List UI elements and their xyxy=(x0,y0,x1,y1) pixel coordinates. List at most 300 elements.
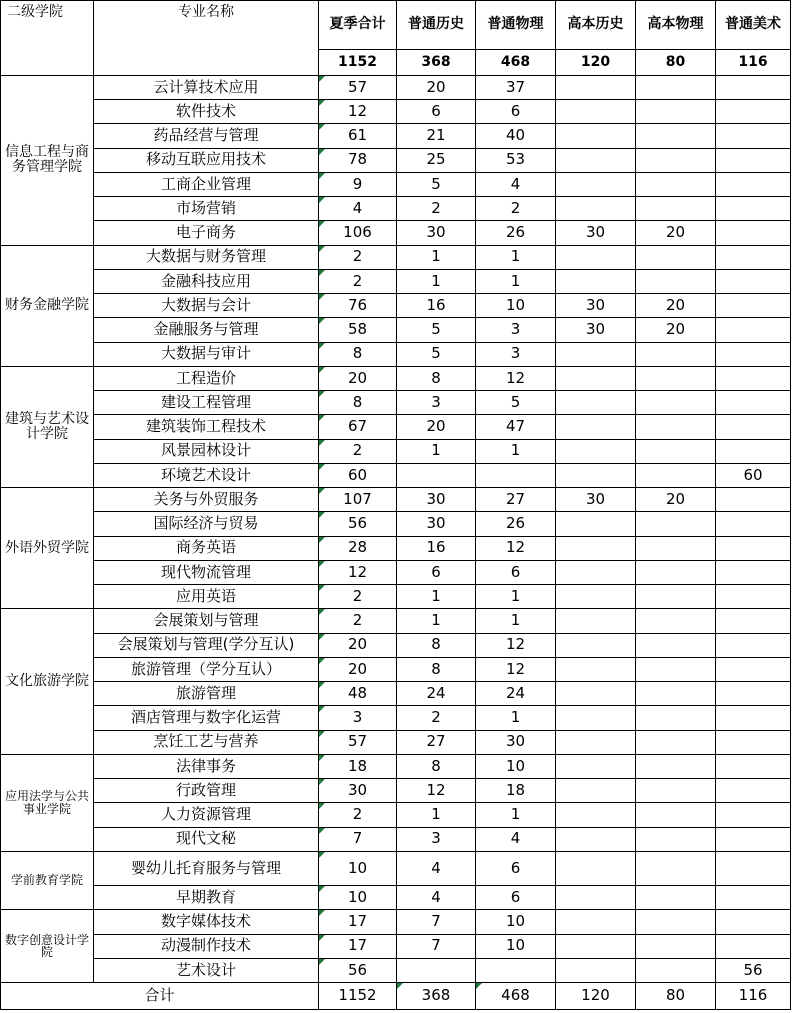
value-cell xyxy=(556,958,636,982)
cell-value: 12 xyxy=(347,562,368,581)
value-cell xyxy=(556,886,636,910)
table-row xyxy=(1,779,791,803)
value-cell xyxy=(397,269,476,293)
cell-value: 4 xyxy=(352,198,363,217)
value-cell xyxy=(716,269,791,293)
value-cell xyxy=(319,536,397,560)
value-cell xyxy=(716,851,791,885)
cell-value: 30 xyxy=(585,320,606,339)
value-cell xyxy=(319,172,397,196)
value-cell xyxy=(397,706,476,730)
value-cell xyxy=(397,342,476,366)
value-cell xyxy=(716,100,791,124)
cell-value: 12 xyxy=(505,368,526,387)
value-cell xyxy=(319,415,397,439)
value-cell xyxy=(556,100,636,124)
cell-value: 12 xyxy=(505,659,526,678)
major-name: 烹饪工艺与营养 xyxy=(94,730,319,754)
value-cell xyxy=(556,221,636,245)
cell-marker-icon xyxy=(319,706,325,712)
value-cell xyxy=(319,657,397,681)
table-row xyxy=(1,366,791,390)
header-row xyxy=(1,1,791,50)
value-cell xyxy=(319,197,397,221)
value-cell xyxy=(397,560,476,584)
total-row xyxy=(1,983,791,1010)
major-name: 市场营销 xyxy=(94,197,319,221)
value-cell xyxy=(319,934,397,958)
value-cell xyxy=(476,754,556,778)
value-cell xyxy=(636,536,716,560)
cell-marker-icon xyxy=(319,343,325,349)
cell-value: 26 xyxy=(505,514,526,533)
value-cell xyxy=(716,245,791,269)
table-row xyxy=(1,934,791,958)
header-column: 普通美术 xyxy=(716,1,791,50)
value-cell xyxy=(636,706,716,730)
value-cell xyxy=(556,148,636,172)
value-cell xyxy=(319,439,397,463)
value-cell xyxy=(636,100,716,124)
value-cell xyxy=(636,682,716,706)
value-cell xyxy=(397,536,476,560)
value-cell xyxy=(397,886,476,910)
major-name: 艺术设计 xyxy=(94,958,319,982)
major-name: 人力资源管理 xyxy=(94,803,319,827)
total-number: 368 xyxy=(421,986,451,1005)
cell-marker-icon xyxy=(319,173,325,179)
value-cell xyxy=(636,391,716,415)
header-total: 468 xyxy=(476,49,556,75)
header-total: 120 xyxy=(556,49,636,75)
value-cell xyxy=(556,910,636,934)
total-number: 80 xyxy=(665,986,686,1005)
major-name: 金融科技应用 xyxy=(94,269,319,293)
cell-value: 40 xyxy=(505,126,526,145)
table-row xyxy=(1,633,791,657)
cell-value: 1 xyxy=(431,247,441,266)
cell-value: 30 xyxy=(585,223,606,242)
cell-value: 30 xyxy=(426,223,446,242)
cell-value: 58 xyxy=(347,320,368,339)
value-cell xyxy=(476,391,556,415)
cell-value: 1 xyxy=(510,586,521,605)
major-name: 数字媒体技术 xyxy=(94,910,319,934)
cell-value: 61 xyxy=(347,126,368,145)
value-cell xyxy=(636,803,716,827)
major-name: 动漫制作技术 xyxy=(94,934,319,958)
value-cell xyxy=(397,512,476,536)
value-cell xyxy=(476,415,556,439)
cell-value: 10 xyxy=(347,858,368,877)
cell-marker-icon xyxy=(319,124,325,130)
value-cell xyxy=(397,633,476,657)
value-cell xyxy=(397,197,476,221)
value-cell xyxy=(636,958,716,982)
value-cell xyxy=(397,245,476,269)
major-name: 软件技术 xyxy=(94,100,319,124)
cell-value: 26 xyxy=(505,223,526,242)
value-cell xyxy=(319,779,397,803)
value-cell xyxy=(636,512,716,536)
table-row xyxy=(1,706,791,730)
value-cell xyxy=(636,269,716,293)
cell-value: 9 xyxy=(352,174,363,193)
cell-value: 78 xyxy=(347,150,368,169)
value-cell xyxy=(556,294,636,318)
header-column: 普通历史 xyxy=(397,1,476,50)
total-value xyxy=(636,983,716,1010)
cell-value: 1 xyxy=(431,586,441,605)
cell-value: 4 xyxy=(510,174,521,193)
value-cell xyxy=(556,609,636,633)
value-cell xyxy=(716,958,791,982)
table-row xyxy=(1,221,791,245)
table-row xyxy=(1,827,791,851)
table-row xyxy=(1,124,791,148)
value-cell xyxy=(319,366,397,390)
value-cell xyxy=(716,536,791,560)
value-cell xyxy=(319,75,397,99)
value-cell xyxy=(319,910,397,934)
value-cell xyxy=(319,294,397,318)
major-name: 移动互联应用技术 xyxy=(94,148,319,172)
cell-value: 2 xyxy=(352,247,363,266)
value-cell xyxy=(397,318,476,342)
value-cell xyxy=(716,415,791,439)
value-cell xyxy=(636,221,716,245)
value-cell xyxy=(716,148,791,172)
table-row xyxy=(1,100,791,124)
value-cell xyxy=(716,512,791,536)
cell-value: 20 xyxy=(426,417,446,436)
value-cell xyxy=(716,730,791,754)
value-cell xyxy=(319,245,397,269)
value-cell xyxy=(476,197,556,221)
value-cell xyxy=(636,779,716,803)
value-cell xyxy=(397,609,476,633)
value-cell xyxy=(716,609,791,633)
cell-value: 6 xyxy=(510,887,521,906)
value-cell xyxy=(556,391,636,415)
cell-value: 4 xyxy=(431,858,441,877)
table-row xyxy=(1,172,791,196)
value-cell xyxy=(716,779,791,803)
cell-marker-icon xyxy=(319,910,325,916)
value-cell xyxy=(476,958,556,982)
value-cell xyxy=(397,294,476,318)
cell-value: 10 xyxy=(347,887,368,906)
cell-value: 56 xyxy=(743,960,763,979)
cell-value: 2 xyxy=(352,441,363,460)
value-cell xyxy=(716,318,791,342)
value-cell xyxy=(476,934,556,958)
header-column: 高本历史 xyxy=(556,1,636,50)
value-cell xyxy=(716,488,791,512)
cell-value: 1 xyxy=(510,805,521,824)
value-cell xyxy=(319,488,397,512)
table-row xyxy=(1,391,791,415)
value-cell xyxy=(636,245,716,269)
cell-value: 7 xyxy=(431,936,441,955)
value-cell xyxy=(636,910,716,934)
cell-marker-icon xyxy=(319,959,325,965)
table-row xyxy=(1,512,791,536)
value-cell xyxy=(716,657,791,681)
cell-value: 8 xyxy=(352,344,363,363)
value-cell xyxy=(636,463,716,487)
total-number: 1152 xyxy=(338,986,377,1005)
major-name: 国际经济与贸易 xyxy=(94,512,319,536)
total-label: 合计 xyxy=(1,983,319,1010)
value-cell xyxy=(476,827,556,851)
cell-marker-icon xyxy=(319,852,325,858)
major-name: 旅游管理 xyxy=(94,682,319,706)
cell-value: 107 xyxy=(343,489,372,508)
total-value xyxy=(319,983,397,1010)
value-cell xyxy=(476,730,556,754)
value-cell xyxy=(556,657,636,681)
cell-marker-icon xyxy=(319,464,325,470)
table-row xyxy=(1,294,791,318)
cell-value: 24 xyxy=(505,683,526,702)
value-cell xyxy=(636,148,716,172)
value-cell xyxy=(636,488,716,512)
cell-value: 2 xyxy=(352,586,363,605)
value-cell xyxy=(476,779,556,803)
value-cell xyxy=(476,585,556,609)
cell-marker-icon xyxy=(319,609,325,615)
header-college: 二级学院 xyxy=(1,1,94,76)
value-cell xyxy=(397,415,476,439)
value-cell xyxy=(319,318,397,342)
cell-value: 4 xyxy=(510,829,521,848)
cell-value: 16 xyxy=(426,295,446,314)
cell-value: 30 xyxy=(347,780,368,799)
value-cell xyxy=(716,197,791,221)
cell-value: 1 xyxy=(431,271,441,290)
cell-value: 1 xyxy=(431,805,441,824)
value-cell xyxy=(716,886,791,910)
value-cell xyxy=(476,245,556,269)
value-cell xyxy=(319,585,397,609)
cell-value: 6 xyxy=(510,858,521,877)
value-cell xyxy=(319,730,397,754)
value-cell xyxy=(556,803,636,827)
value-cell xyxy=(556,512,636,536)
cell-value: 30 xyxy=(505,732,526,751)
value-cell xyxy=(636,366,716,390)
value-cell xyxy=(476,682,556,706)
cell-value: 12 xyxy=(505,635,526,654)
header-total: 116 xyxy=(716,49,791,75)
table-row xyxy=(1,682,791,706)
table-row xyxy=(1,886,791,910)
value-cell xyxy=(556,366,636,390)
value-cell xyxy=(636,851,716,885)
value-cell xyxy=(397,221,476,245)
cell-value: 2 xyxy=(510,198,521,217)
value-cell xyxy=(319,633,397,657)
value-cell xyxy=(319,803,397,827)
cell-marker-icon xyxy=(319,294,325,300)
cell-marker-icon xyxy=(476,983,482,989)
value-cell xyxy=(476,269,556,293)
cell-marker-icon xyxy=(319,731,325,737)
value-cell xyxy=(397,851,476,885)
cell-marker-icon xyxy=(319,803,325,809)
major-name: 金融服务与管理 xyxy=(94,318,319,342)
table-row xyxy=(1,910,791,934)
value-cell xyxy=(476,366,556,390)
value-cell xyxy=(716,682,791,706)
cell-value: 1 xyxy=(510,441,521,460)
cell-value: 8 xyxy=(431,659,441,678)
table-row xyxy=(1,560,791,584)
header-column: 普通物理 xyxy=(476,1,556,50)
value-cell xyxy=(397,682,476,706)
cell-value: 20 xyxy=(665,320,686,339)
value-cell xyxy=(716,221,791,245)
cell-value: 21 xyxy=(426,126,446,145)
value-cell xyxy=(397,488,476,512)
value-cell xyxy=(476,439,556,463)
cell-value: 3 xyxy=(431,829,441,848)
cell-value: 6 xyxy=(510,101,521,120)
cell-value: 47 xyxy=(505,417,526,436)
major-name: 电子商务 xyxy=(94,221,319,245)
cell-value: 1 xyxy=(510,708,521,727)
major-name: 风景园林设计 xyxy=(94,439,319,463)
value-cell xyxy=(636,560,716,584)
value-cell xyxy=(319,706,397,730)
cell-value: 76 xyxy=(347,295,368,314)
major-name: 会展策划与管理 xyxy=(94,609,319,633)
cell-value: 2 xyxy=(352,611,363,630)
cell-value: 1 xyxy=(431,611,441,630)
value-cell xyxy=(716,633,791,657)
value-cell xyxy=(636,754,716,778)
college-name: 外语外贸学院 xyxy=(1,488,94,609)
value-cell xyxy=(319,958,397,982)
value-cell xyxy=(716,754,791,778)
table-row xyxy=(1,488,791,512)
value-cell xyxy=(716,391,791,415)
value-cell xyxy=(556,585,636,609)
value-cell xyxy=(397,172,476,196)
cell-value: 24 xyxy=(426,683,446,702)
major-name: 大数据与审计 xyxy=(94,342,319,366)
value-cell xyxy=(319,221,397,245)
cell-value: 10 xyxy=(505,295,526,314)
value-cell xyxy=(636,124,716,148)
cell-value: 5 xyxy=(510,392,521,411)
value-cell xyxy=(636,75,716,99)
value-cell xyxy=(319,827,397,851)
major-name: 行政管理 xyxy=(94,779,319,803)
cell-marker-icon xyxy=(319,755,325,761)
value-cell xyxy=(397,730,476,754)
cell-value: 56 xyxy=(347,960,368,979)
value-cell xyxy=(397,585,476,609)
cell-value: 20 xyxy=(347,368,368,387)
value-cell xyxy=(556,269,636,293)
cell-value: 8 xyxy=(431,368,441,387)
cell-marker-icon xyxy=(319,246,325,252)
value-cell xyxy=(716,827,791,851)
value-cell xyxy=(556,730,636,754)
major-name: 现代物流管理 xyxy=(94,560,319,584)
value-cell xyxy=(716,75,791,99)
value-cell xyxy=(476,657,556,681)
cell-value: 8 xyxy=(352,392,363,411)
cell-value: 1 xyxy=(510,611,521,630)
college-name: 建筑与艺术设计学院 xyxy=(1,366,94,487)
value-cell xyxy=(397,754,476,778)
cell-marker-icon xyxy=(319,658,325,664)
cell-value: 12 xyxy=(347,101,368,120)
cell-marker-icon xyxy=(319,149,325,155)
value-cell xyxy=(319,342,397,366)
major-name: 旅游管理（学分互认） xyxy=(94,657,319,681)
table-row xyxy=(1,958,791,982)
cell-value: 4 xyxy=(431,887,441,906)
value-cell xyxy=(636,585,716,609)
value-cell xyxy=(319,560,397,584)
cell-marker-icon xyxy=(319,76,325,82)
table-row xyxy=(1,75,791,99)
value-cell xyxy=(556,197,636,221)
value-cell xyxy=(476,488,556,512)
cell-marker-icon xyxy=(319,828,325,834)
value-cell xyxy=(556,934,636,958)
major-name: 大数据与会计 xyxy=(94,294,319,318)
college-name: 文化旅游学院 xyxy=(1,609,94,755)
value-cell xyxy=(556,488,636,512)
major-name: 药品经营与管理 xyxy=(94,124,319,148)
value-cell xyxy=(476,318,556,342)
cell-value: 5 xyxy=(431,174,441,193)
value-cell xyxy=(636,633,716,657)
cell-marker-icon xyxy=(319,886,325,892)
major-name: 关务与外贸服务 xyxy=(94,488,319,512)
cell-value: 30 xyxy=(585,295,606,314)
cell-value: 2 xyxy=(431,708,441,727)
value-cell xyxy=(556,75,636,99)
major-name: 早期教育 xyxy=(94,886,319,910)
cell-value: 7 xyxy=(352,829,363,848)
cell-marker-icon xyxy=(319,221,325,227)
value-cell xyxy=(556,318,636,342)
major-name: 商务英语 xyxy=(94,536,319,560)
college-name: 数字创意设计学院 xyxy=(1,910,94,983)
value-cell xyxy=(397,366,476,390)
cell-marker-icon xyxy=(319,935,325,941)
cell-marker-icon xyxy=(319,537,325,543)
cell-value: 67 xyxy=(347,417,368,436)
value-cell xyxy=(716,706,791,730)
major-name: 建筑装饰工程技术 xyxy=(94,415,319,439)
total-number: 468 xyxy=(501,986,530,1005)
value-cell xyxy=(556,827,636,851)
cell-value: 20 xyxy=(347,635,368,654)
cell-value: 5 xyxy=(431,344,441,363)
cell-value: 56 xyxy=(347,514,368,533)
value-cell xyxy=(556,560,636,584)
table-row xyxy=(1,536,791,560)
table-row xyxy=(1,754,791,778)
cell-marker-icon xyxy=(319,100,325,106)
